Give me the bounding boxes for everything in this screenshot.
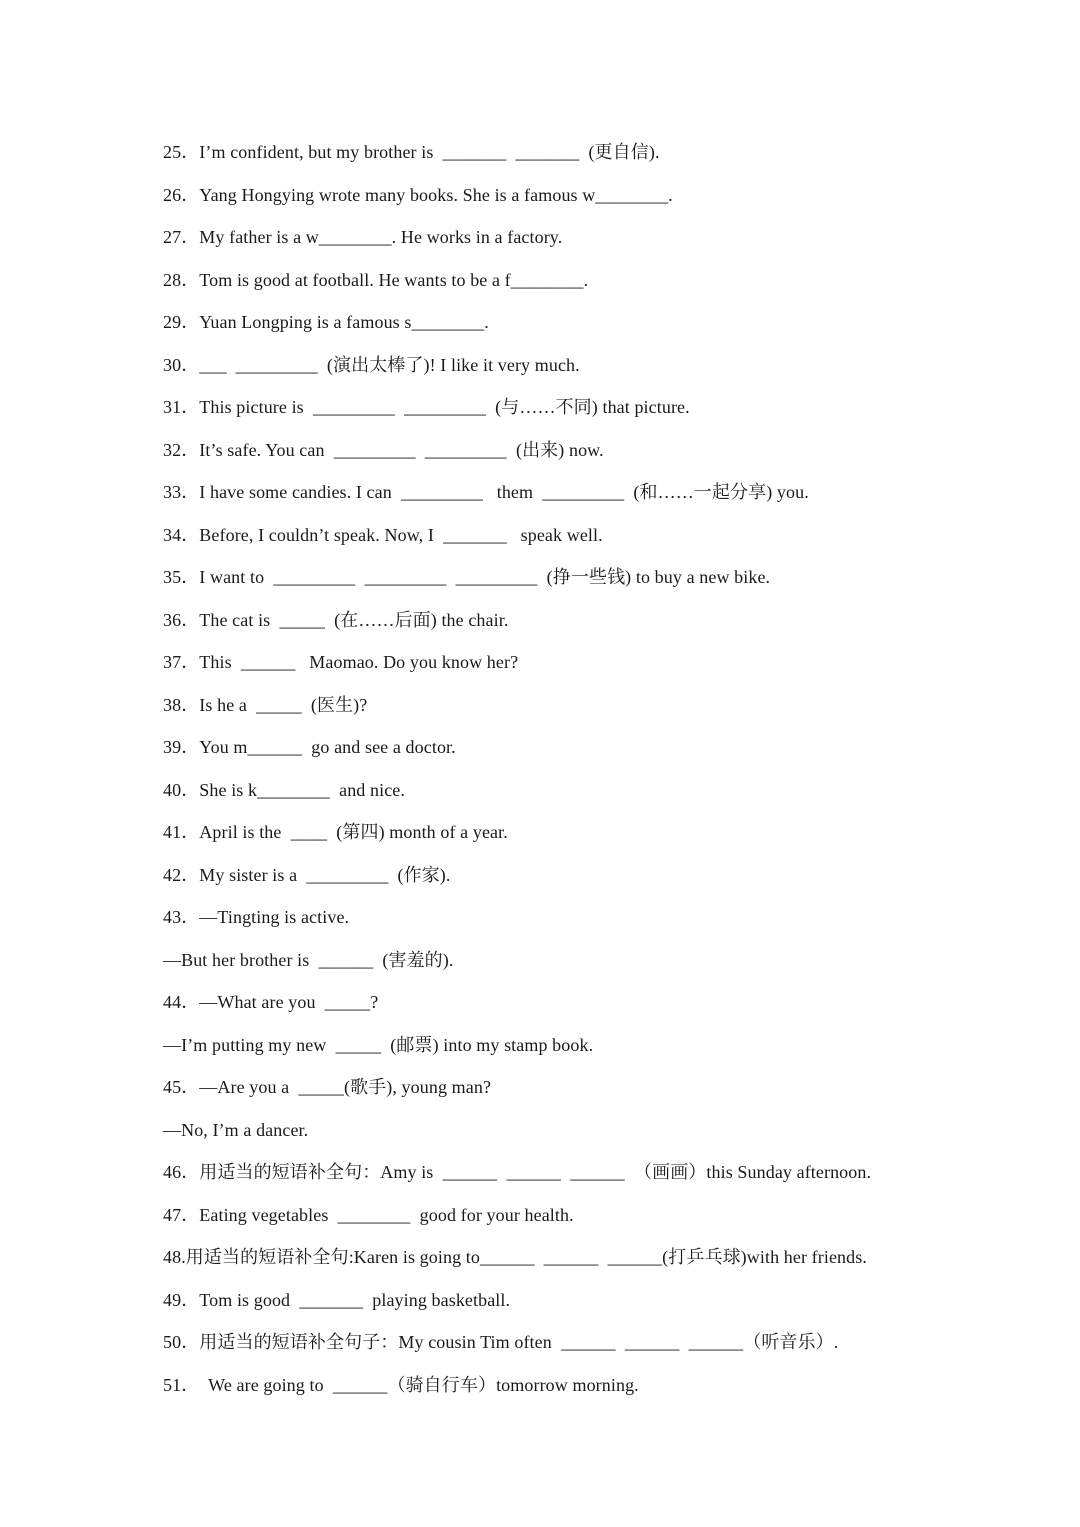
question-43-b: —But her brother is ______ (害羞的). xyxy=(163,949,454,970)
question-32: 32．It’s safe. You can _________ _________ (出来) now. xyxy=(163,439,604,460)
question-36: 36．The cat is _____ (在……后面) the chair. xyxy=(163,609,509,630)
question-30: 30．___ _________ (演出太棒了)! I like it very much. xyxy=(163,354,580,375)
question-39: 39．You m______ go and see a doctor. xyxy=(163,737,456,757)
question-27: 27．My father is a w________. He works in a factory. xyxy=(163,227,563,247)
question-41: 41．April is the ____ (第四) month of a year. xyxy=(163,822,508,842)
question-40: 40．She is k________ and nice. xyxy=(163,779,405,800)
question-45-a: 45．—Are you a _____(歌手), young man? xyxy=(163,1077,492,1097)
question-35: 35．I want to _________ _________ _________ (挣一些钱) to buy a new bike. xyxy=(163,567,771,587)
question-45-b: —No, I’m a dancer. xyxy=(163,1119,309,1140)
question-43-a: 43．—Tingting is active. xyxy=(163,907,350,927)
question-34: 34．Before, I couldn’t speak. Now, I _______ speak well. xyxy=(163,524,603,545)
question-50: 50．用适当的短语补全句子：My cousin Tim often ______ ______ ______（听音乐）. xyxy=(163,1332,839,1352)
question-48: 48.用适当的短语补全句:Karen is going to______ ______ ______(打乒乓球)with her friends. xyxy=(163,1247,867,1267)
question-25: 25．I’m confident, but my brother is _______ _______ (更自信). xyxy=(163,142,660,162)
question-26: 26．Yang Hongying wrote many books. She is a famous w________. xyxy=(163,184,673,205)
question-33: 33．I have some candies. I can _________ them _________ (和……一起分享) you. xyxy=(163,482,809,502)
question-42: 42．My sister is a _________ (作家). xyxy=(163,864,451,885)
question-46: 46．用适当的短语补全句：Amy is ______ ______ ______ （画画）this Sunday afternoon. xyxy=(163,1162,872,1182)
question-29: 29．Yuan Longping is a famous s________. xyxy=(163,312,489,332)
question-37: 37．This ______ Maomao. Do you know her? xyxy=(163,652,519,672)
question-list xyxy=(163,131,1023,1406)
question-38: 38．Is he a _____ (医生)? xyxy=(163,694,368,715)
question-31: 31．This picture is _________ _________ (与……不同) that picture. xyxy=(163,397,690,417)
question-44-a: 44．—What are you _____? xyxy=(163,992,379,1012)
question-51: 51． We are going to ______（骑自行车）tomorrow morning. xyxy=(163,1374,639,1395)
question-49: 49．Tom is good _______ playing basketball. xyxy=(163,1289,511,1310)
question-28: 28．Tom is good at football. He wants to be a f________. xyxy=(163,269,589,290)
question-47: 47．Eating vegetables ________ good for your health. xyxy=(163,1204,574,1225)
question-44-b: —I’m putting my new _____ (邮票) into my stamp book. xyxy=(163,1034,594,1055)
